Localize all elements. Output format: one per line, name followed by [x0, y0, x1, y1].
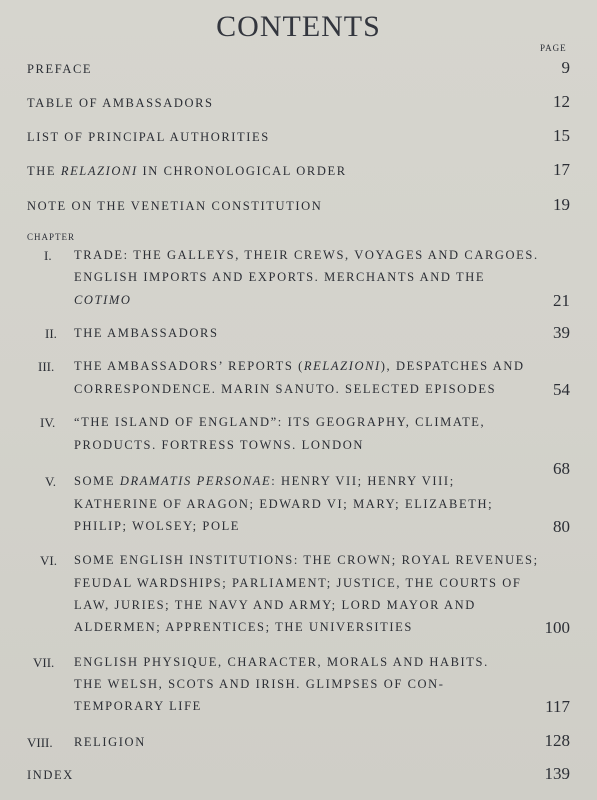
toc-text-italic: RELAZIONI: [60, 164, 138, 178]
chapter-line: ENGLISH IMPORTS AND EXPORTS. MERCHANTS AND THE: [74, 270, 486, 284]
toc-entry-index: INDEX: [27, 768, 74, 782]
chapter-number: IV.: [40, 415, 56, 430]
toc-entry-venetian-constitution: NOTE ON THE VENETIAN CONSTITUTION: [27, 199, 323, 213]
toc-page-number: 68: [553, 459, 570, 478]
chapter-number: VI.: [40, 553, 57, 568]
toc-page-number: 80: [553, 517, 570, 536]
toc-page-number: 17: [553, 160, 570, 179]
chapter-line: TRADE: THE GALLEYS, THEIR CREWS, VOYAGES AND CARGOES.: [74, 248, 539, 262]
toc-page-number: 100: [544, 618, 570, 637]
toc-text-italic: RELAZIONI: [303, 359, 381, 373]
chapter-line: LAW, JURIES; THE NAVY AND ARMY; LORD MAYOR AND: [74, 598, 476, 612]
chapter-line: CORRESPONDENCE. MARIN SANUTO. SELECTED EPISODES: [74, 382, 497, 396]
chapter-line: THE WELSH, SCOTS AND IRISH. GLIMPSES OF CON-: [74, 677, 445, 691]
chapter-number: VII.: [33, 655, 55, 670]
toc-text: IN CHRONOLOGICAL ORDER: [137, 164, 347, 178]
toc-page-number: 9: [561, 58, 570, 77]
toc-text-italic: DRAMATIS PERSONAE: [119, 474, 272, 488]
toc-text: THE AMBASSADORS’ REPORTS (: [74, 359, 304, 373]
chapter-line: FEUDAL WARDSHIPS; PARLIAMENT; JUSTICE, THE COURTS OF: [74, 576, 522, 590]
toc-text: SOME: [74, 474, 120, 488]
toc-page-number: 139: [544, 764, 570, 783]
chapter-line: PHILIP; WOLSEY; POLE: [74, 519, 241, 533]
toc-page-number: 21: [553, 291, 570, 310]
toc-page-number: 19: [553, 195, 570, 214]
toc-text: ), DESPATCHES AND: [380, 359, 525, 373]
page-column-header: PAGE: [540, 43, 567, 53]
toc-text: : HENRY VII; HENRY VIII;: [271, 474, 455, 488]
chapter-line: [74, 474, 455, 489]
toc-entry-authorities: LIST OF PRINCIPAL AUTHORITIES: [27, 130, 270, 144]
toc-page-number: 15: [553, 126, 570, 145]
toc-entry-ambassadors-table: TABLE OF AMBASSADORS: [27, 96, 214, 110]
chapter-line: THE AMBASSADORS: [74, 326, 219, 340]
chapter-line: PRODUCTS. FORTRESS TOWNS. LONDON: [74, 438, 364, 452]
chapter-number: II.: [45, 326, 57, 341]
toc-page-number: 12: [553, 92, 570, 111]
toc-entry-preface: PREFACE: [27, 62, 93, 76]
chapter-line: RELIGION: [74, 735, 146, 749]
chapter-column-header: CHAPTER: [27, 232, 76, 242]
toc-page-number: 54: [553, 380, 570, 399]
chapter-number: V.: [45, 474, 56, 489]
chapter-line: TEMPORARY LIFE: [74, 699, 202, 713]
page-title: CONTENTS: [216, 10, 381, 43]
chapter-line: ALDERMEN; APPRENTICES; THE UNIVERSITIES: [74, 620, 413, 634]
chapter-line: ENGLISH PHYSIQUE, CHARACTER, MORALS AND HABITS.: [74, 655, 489, 669]
chapter-line: KATHERINE OF ARAGON; EDWARD VI; MARY; ELIZABETH;: [74, 497, 494, 511]
chapter-number: III.: [38, 359, 55, 374]
toc-entry-relazioni-order: [27, 164, 347, 179]
toc-text: THE: [27, 164, 61, 178]
chapter-line: SOME ENGLISH INSTITUTIONS: THE CROWN; ROYAL REVENUES;: [74, 553, 539, 567]
toc-page-number: 128: [544, 731, 570, 750]
toc-page-number: 39: [553, 323, 570, 342]
chapter-line: “THE ISLAND OF ENGLAND”: ITS GEOGRAPHY, CLIMATE,: [74, 415, 486, 429]
chapter-line: [74, 359, 525, 374]
chapter-line-italic: COTIMO: [74, 293, 132, 307]
toc-page-number: 117: [545, 697, 570, 716]
chapter-number: VIII.: [27, 735, 53, 750]
chapter-number: I.: [44, 248, 52, 263]
